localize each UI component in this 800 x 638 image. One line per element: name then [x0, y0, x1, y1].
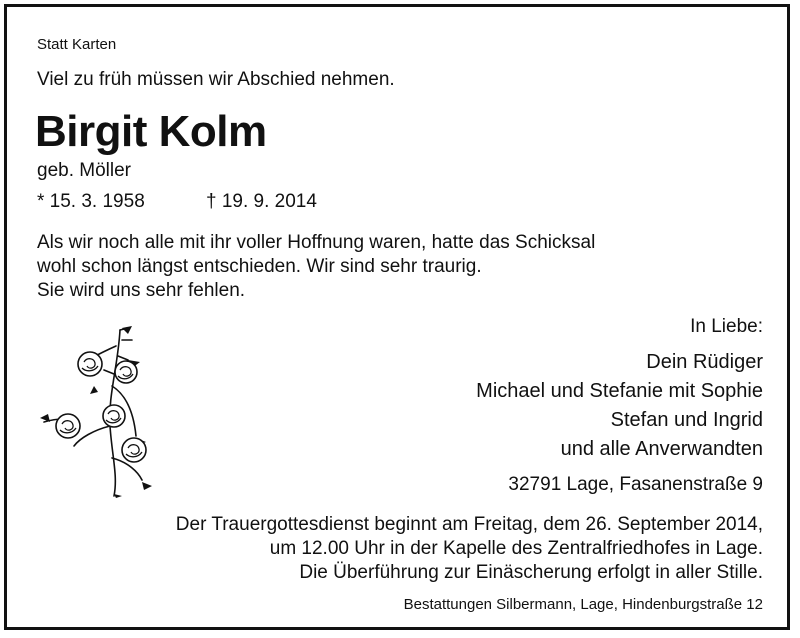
farewell-line: Viel zu früh müssen wir Abschied nehmen. [37, 69, 395, 90]
mourner-name: Dein Rüdiger [646, 351, 763, 373]
mourner-name: und alle Anverwandten [560, 438, 763, 460]
service-line: Der Trauergottesdienst beginnt am Freitag, dem 26. September 2014, [175, 514, 763, 535]
service-line: um 12.00 Uhr in der Kapelle des Zentralfriedhofes in Lage. [269, 538, 763, 559]
birth-name: geb. Möller [37, 160, 131, 181]
service-block [176, 513, 763, 585]
message-line: wohl schon längst entschieden. Wir sind sehr traurig. [37, 256, 482, 277]
service-line: Die Überführung zur Einäscherung erfolgt in aller Stille. [299, 562, 763, 583]
undertaker-info: Bestattungen Silbermann, Lage, Hindenburgstraße 12 [403, 596, 763, 613]
death-date: † 19. 9. 2014 [206, 191, 317, 212]
mourners-list [476, 348, 763, 464]
mourner-name: Michael und Stefanie mit Sophie [476, 380, 763, 402]
mourner-name: Stefan und Ingrid [610, 409, 763, 431]
roses-illustration-icon [38, 326, 156, 498]
birth-date: * 15. 3. 1958 [37, 191, 145, 212]
message-block [37, 231, 595, 303]
message-line: Als wir noch alle mit ihr voller Hoffnung waren, hatte das Schicksal [37, 232, 596, 253]
deceased-name: Birgit Kolm [35, 107, 267, 156]
mourners-intro: In Liebe: [690, 316, 763, 337]
intro-text: Statt Karten [37, 36, 117, 53]
message-line: Sie wird uns sehr fehlen. [37, 280, 246, 301]
mourners-address: 32791 Lage, Fasanenstraße 9 [508, 474, 763, 495]
